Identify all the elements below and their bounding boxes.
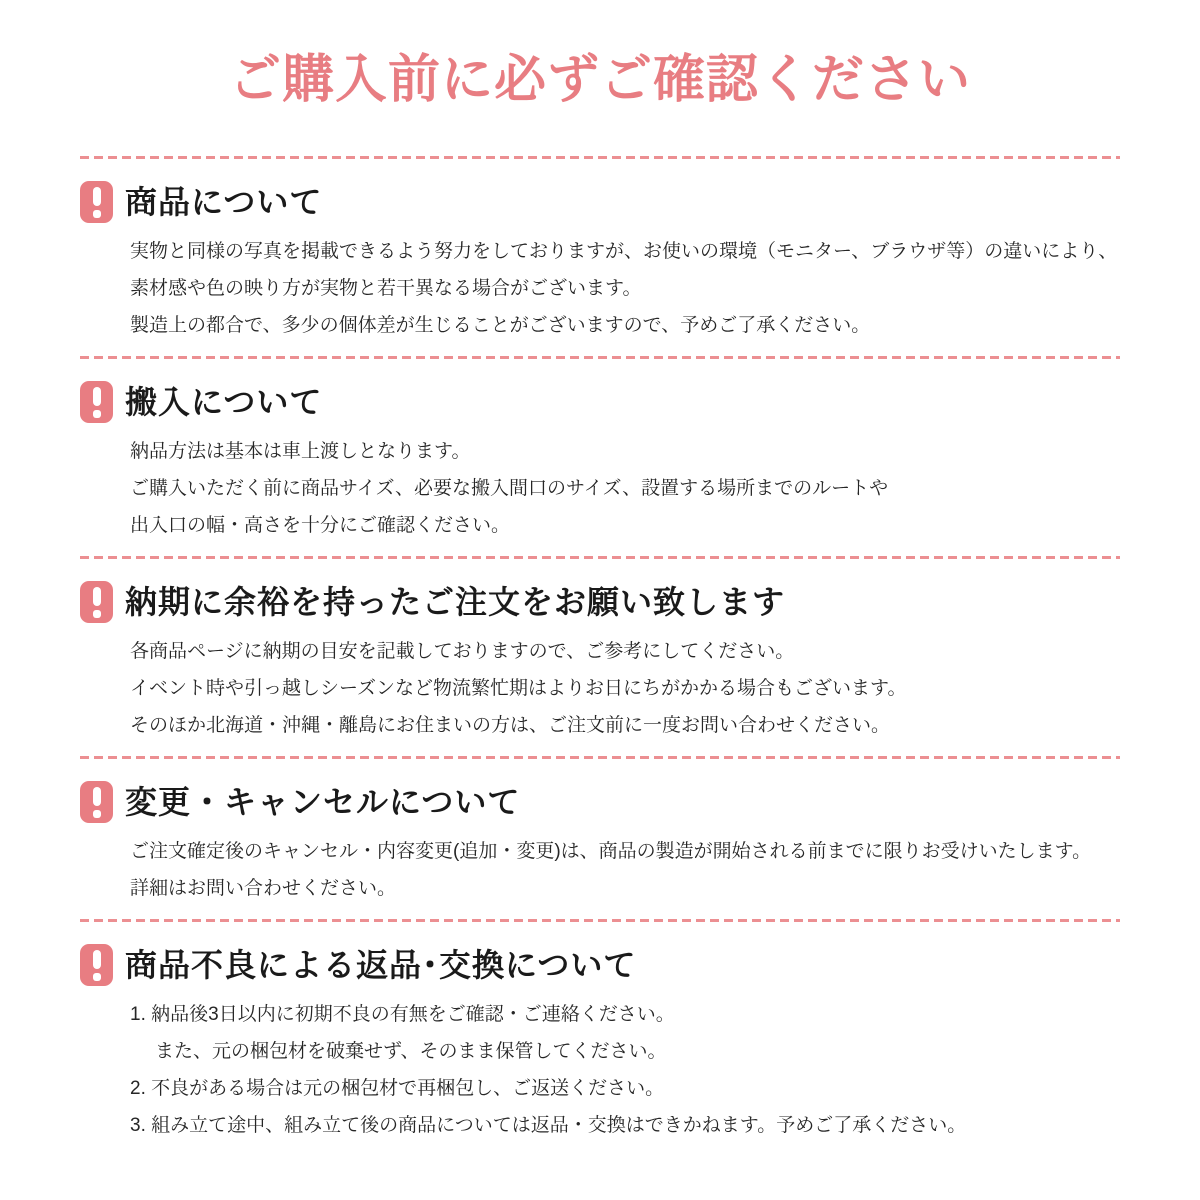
dashed-divider	[80, 156, 1120, 159]
section-change-cancel	[80, 781, 1120, 907]
exclamation-bar	[93, 387, 101, 406]
exclamation-dot	[93, 210, 101, 218]
section-heading: 納期に余裕を持ったご注文をお願い致します	[125, 584, 786, 620]
section-heading-row	[80, 181, 1120, 223]
body-line: 各商品ページに納期の目安を記載しておりますので、ご参考にしてください。	[130, 641, 795, 662]
body-line: そのほか北海道・沖縄・離島にお住まいの方は、ご注文前に一度お問い合わせください。	[130, 715, 891, 736]
page-title: ご購入前に必ずご確認ください	[228, 51, 971, 109]
exclamation-dot	[93, 810, 101, 818]
section-lead-time	[80, 581, 1120, 744]
section-body	[130, 233, 1120, 344]
section-body	[130, 633, 1120, 744]
body-line: 1. 納品後3日以内に初期不良の有無をご確認・ご連絡ください。	[130, 1004, 675, 1025]
section-delivery	[80, 381, 1120, 544]
section-return-exchange	[80, 944, 1120, 1144]
body-line: 出入口の幅・高さを十分にご確認ください。	[130, 515, 511, 536]
dashed-divider	[80, 919, 1120, 922]
section-heading: 商品不良による返品･交換について	[125, 947, 637, 983]
exclamation-dot	[93, 973, 101, 981]
dashed-divider	[80, 556, 1120, 559]
section-heading: 変更・キャンセルについて	[125, 784, 521, 820]
section-body	[130, 833, 1120, 907]
body-line: イベント時や引っ越しシーズンなど物流繁忙期はよりお日にちがかかる場合もございます。	[130, 678, 907, 699]
exclamation-bar	[93, 187, 101, 206]
body-line: また、元の梱包材を破棄せず、そのまま保管してください。	[155, 1041, 667, 1062]
section-heading-row	[80, 381, 1120, 423]
section-heading-row	[80, 781, 1120, 823]
section-body	[130, 433, 1120, 544]
purchase-notice-page	[80, 0, 1120, 1144]
exclamation-dot	[93, 410, 101, 418]
body-line: 素材感や色の映り方が実物と若干異なる場合がございます。	[130, 278, 642, 299]
body-line: ご注文確定後のキャンセル・内容変更(追加・変更)は、商品の製造が開始される前までに限りお受けいたします。	[130, 841, 1092, 862]
body-line: 納品方法は基本は車上渡しとなります。	[130, 441, 471, 462]
exclamation-icon	[80, 381, 113, 423]
body-line: 詳細はお問い合わせください。	[130, 878, 397, 899]
exclamation-icon	[80, 944, 113, 986]
exclamation-icon	[80, 581, 113, 623]
exclamation-bar	[93, 950, 101, 969]
exclamation-bar	[93, 787, 101, 806]
body-line: 製造上の都合で、多少の個体差が生じることがございますので、予めご了承ください。	[130, 315, 871, 336]
body-line: 3. 組み立て途中、組み立て後の商品については返品・交換はできかねます。予めご了承ください。	[130, 1115, 967, 1136]
body-line: ご購入いただく前に商品サイズ、必要な搬入間口のサイズ、設置する場所までのルートや	[130, 478, 889, 499]
exclamation-bar	[93, 587, 101, 606]
exclamation-dot	[93, 610, 101, 618]
section-heading-row	[80, 581, 1120, 623]
exclamation-icon	[80, 181, 113, 223]
body-line: 実物と同様の写真を掲載できるよう努力をしておりますが、お使いの環境（モニター、ブラウザ等）の違いにより、	[130, 241, 1118, 262]
section-heading: 商品について	[125, 184, 323, 220]
body-line: 2. 不良がある場合は元の梱包材で再梱包し、ご返送ください。	[130, 1078, 665, 1099]
section-heading-row	[80, 944, 1120, 986]
dashed-divider	[80, 756, 1120, 759]
section-heading: 搬入について	[125, 384, 323, 420]
section-body	[130, 996, 1120, 1144]
dashed-divider	[80, 356, 1120, 359]
exclamation-icon	[80, 781, 113, 823]
section-product-info	[80, 181, 1120, 344]
